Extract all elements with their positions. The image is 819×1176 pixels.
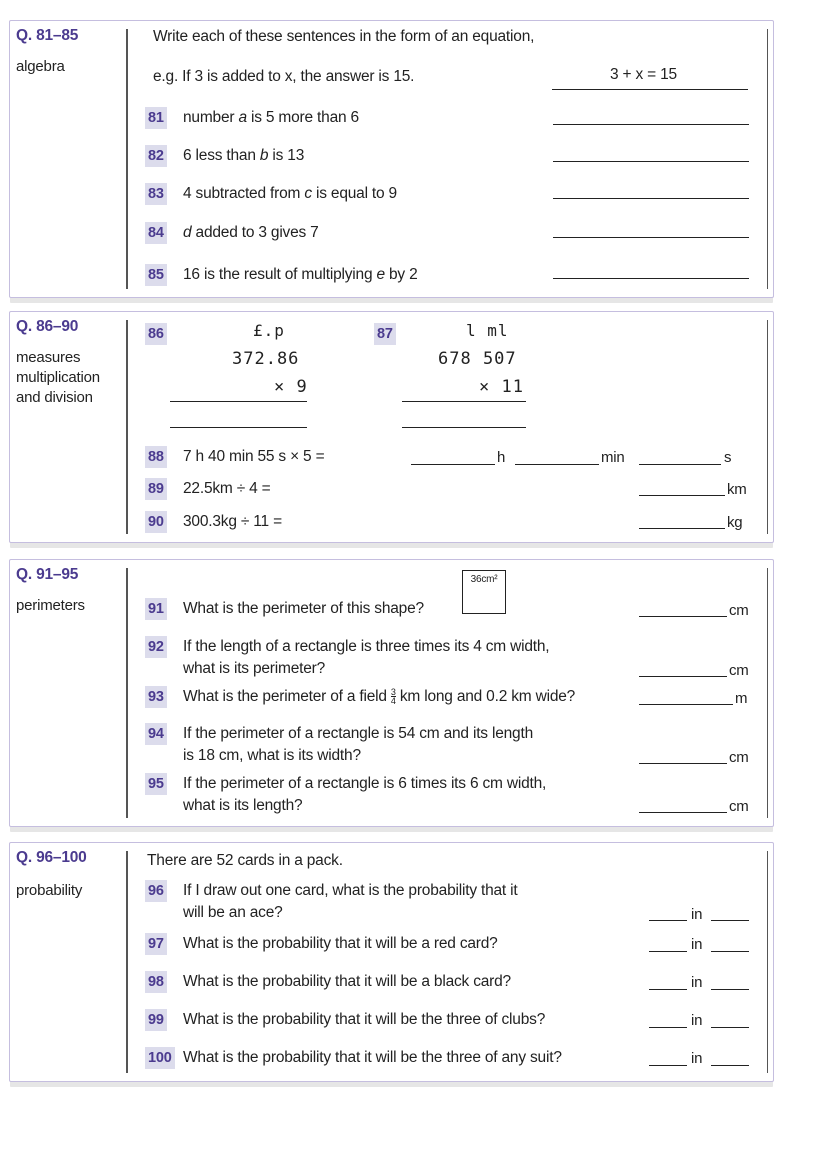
working-line xyxy=(402,401,526,402)
answer-blank[interactable] xyxy=(639,495,725,496)
divider xyxy=(126,320,128,534)
in-label: in xyxy=(691,974,703,991)
numerator-blank[interactable] xyxy=(649,920,687,921)
answer-blank[interactable] xyxy=(553,198,749,199)
question-text: will be an ace? xyxy=(183,904,283,921)
question-text: What is the perimeter of this shape? xyxy=(183,600,424,617)
question-100 xyxy=(145,1047,763,1071)
question-text: number a is 5 more than 6 xyxy=(183,109,359,126)
probability-section xyxy=(9,842,774,1082)
question-text: What is the perimeter of a field $\frac{3}{4}$ km long and 0.2 km wide? xyxy=(183,687,576,707)
denominator-blank[interactable] xyxy=(711,920,749,921)
question-number: 82 xyxy=(145,145,167,167)
answer-blank[interactable] xyxy=(639,528,725,529)
example: e.g. If 3 is added to x, the answer is 15. xyxy=(153,68,415,85)
answer-blank[interactable] xyxy=(553,278,749,279)
topic-label: measures multiplication and division xyxy=(16,349,100,406)
question-95 xyxy=(145,773,763,819)
unit-label: cm xyxy=(729,798,749,815)
column-header: l ml xyxy=(466,321,509,340)
denominator-blank[interactable] xyxy=(711,989,749,990)
question-94 xyxy=(145,723,763,769)
answer-blank[interactable] xyxy=(553,237,749,238)
answer-blank[interactable] xyxy=(639,812,727,813)
question-range: Q. 91–95 xyxy=(16,566,79,583)
question-text: 4 subtracted from c is equal to 9 xyxy=(183,185,397,202)
answer-blank xyxy=(552,89,748,90)
multiplicand: 678 507 xyxy=(438,349,517,369)
question-text: What is the probability that it will be the three of clubs? xyxy=(183,1011,546,1028)
question-89 xyxy=(145,478,763,502)
question-number: 98 xyxy=(145,971,167,993)
answer-blank[interactable] xyxy=(402,427,526,428)
question-91 xyxy=(145,598,763,622)
question-number: 94 xyxy=(145,723,167,745)
multiplier: × 11 xyxy=(479,377,524,397)
unit-label: km xyxy=(727,481,747,498)
question-number: 91 xyxy=(145,598,167,620)
instruction: Write each of these sentences in the form of an equation, xyxy=(153,28,535,45)
unit-label: cm xyxy=(729,662,749,679)
unit-label: cm xyxy=(729,602,749,619)
measures-section xyxy=(9,311,774,543)
unit-label: m xyxy=(735,690,748,707)
hours-blank[interactable] xyxy=(411,464,495,465)
question-text: 16 is the result of multiplying e by 2 xyxy=(183,266,418,283)
unit-label: s xyxy=(724,449,732,466)
question-text: d added to 3 gives 7 xyxy=(183,224,319,241)
question-text: What is the probability that it will be a red card? xyxy=(183,935,498,952)
algebra-section xyxy=(9,20,774,298)
in-label: in xyxy=(691,1050,703,1067)
question-text: 7 h 40 min 55 s × 5 = xyxy=(183,448,325,465)
question-97 xyxy=(145,933,763,957)
question-number: 100 xyxy=(145,1047,175,1069)
denominator-blank[interactable] xyxy=(711,951,749,952)
fraction: $\frac{3}{4}$ xyxy=(390,687,396,707)
divider xyxy=(767,320,769,534)
question-83 xyxy=(145,183,763,207)
question-number: 97 xyxy=(145,933,167,955)
answer-blank[interactable] xyxy=(639,704,733,705)
numerator-blank[interactable] xyxy=(649,951,687,952)
question-88 xyxy=(145,446,763,470)
question-text: If I draw out one card, what is the probability that it xyxy=(183,882,518,899)
question-text: If the perimeter of a rectangle is 6 times its 6 cm width, xyxy=(183,775,547,792)
question-number: 87 xyxy=(374,323,396,345)
divider xyxy=(767,851,769,1073)
denominator-blank[interactable] xyxy=(711,1027,749,1028)
question-number: 90 xyxy=(145,511,167,533)
question-number: 93 xyxy=(145,686,167,708)
answer-blank[interactable] xyxy=(553,124,749,125)
divider xyxy=(767,29,769,289)
question-text: 22.5km ÷ 4 = xyxy=(183,480,271,497)
answer-blank[interactable] xyxy=(170,427,307,428)
perimeters-section xyxy=(9,559,774,827)
multiplier: × 9 xyxy=(274,377,308,397)
question-text: What is the probability that it will be the three of any suit? xyxy=(183,1049,562,1066)
numerator-blank[interactable] xyxy=(649,989,687,990)
working-line xyxy=(170,401,307,402)
in-label: in xyxy=(691,1012,703,1029)
unit-label: cm xyxy=(729,749,749,766)
column-header: £.p xyxy=(253,321,285,340)
question-text: 6 less than b is 13 xyxy=(183,147,305,164)
numerator-blank[interactable] xyxy=(649,1065,687,1066)
divider xyxy=(126,851,128,1073)
unit-label: kg xyxy=(727,514,743,531)
topic-label: perimeters xyxy=(16,597,85,614)
question-number: 96 xyxy=(145,880,167,902)
divider xyxy=(126,568,128,818)
minutes-blank[interactable] xyxy=(515,464,599,465)
denominator-blank[interactable] xyxy=(711,1065,749,1066)
question-text: If the length of a rectangle is three times its 4 cm width, xyxy=(183,638,550,655)
seconds-blank[interactable] xyxy=(639,464,721,465)
multiplicand: 372.86 xyxy=(232,349,300,369)
question-text: 300.3kg ÷ 11 = xyxy=(183,513,282,530)
question-range: Q. 96–100 xyxy=(16,849,87,866)
question-number: 83 xyxy=(145,183,167,205)
divider xyxy=(767,568,769,818)
question-range: Q. 81–85 xyxy=(16,27,79,44)
question-number: 88 xyxy=(145,446,167,468)
question-number: 85 xyxy=(145,264,167,286)
square-shape-diagram: 36cm² xyxy=(462,570,506,614)
question-98 xyxy=(145,971,763,995)
question-92 xyxy=(145,636,763,682)
unit-label: h xyxy=(497,449,506,466)
intro-text: There are 52 cards in a pack. xyxy=(147,852,343,869)
question-text: If the perimeter of a rectangle is 54 cm and its length xyxy=(183,725,533,742)
question-text: what is its length? xyxy=(183,797,303,814)
question-84 xyxy=(145,222,763,246)
question-85 xyxy=(145,264,763,288)
numerator-blank[interactable] xyxy=(649,1027,687,1028)
answer-blank[interactable] xyxy=(639,616,727,617)
question-range: Q. 86–90 xyxy=(16,318,79,335)
question-81 xyxy=(145,107,763,131)
unit-label: min xyxy=(601,449,625,466)
question-number: 92 xyxy=(145,636,167,658)
example-answer: 3 + x = 15 xyxy=(610,66,677,83)
in-label: in xyxy=(691,936,703,953)
question-82 xyxy=(145,145,763,169)
question-number: 89 xyxy=(145,478,167,500)
question-number: 81 xyxy=(145,107,167,129)
answer-blank[interactable] xyxy=(639,676,727,677)
answer-blank[interactable] xyxy=(639,763,727,764)
question-number: 84 xyxy=(145,222,167,244)
question-90 xyxy=(145,511,763,535)
in-label: in xyxy=(691,906,703,923)
question-96 xyxy=(145,880,763,926)
answer-blank[interactable] xyxy=(553,161,749,162)
question-text: What is the probability that it will be a black card? xyxy=(183,973,511,990)
topic-label: algebra xyxy=(16,58,65,75)
question-number: 99 xyxy=(145,1009,167,1031)
question-text: is 18 cm, what is its width? xyxy=(183,747,361,764)
question-number: 86 xyxy=(145,323,167,345)
question-number: 95 xyxy=(145,773,167,795)
question-93 xyxy=(145,686,763,710)
divider xyxy=(126,29,128,289)
topic-label: probability xyxy=(16,882,83,899)
question-99 xyxy=(145,1009,763,1033)
question-text: what is its perimeter? xyxy=(183,660,326,677)
